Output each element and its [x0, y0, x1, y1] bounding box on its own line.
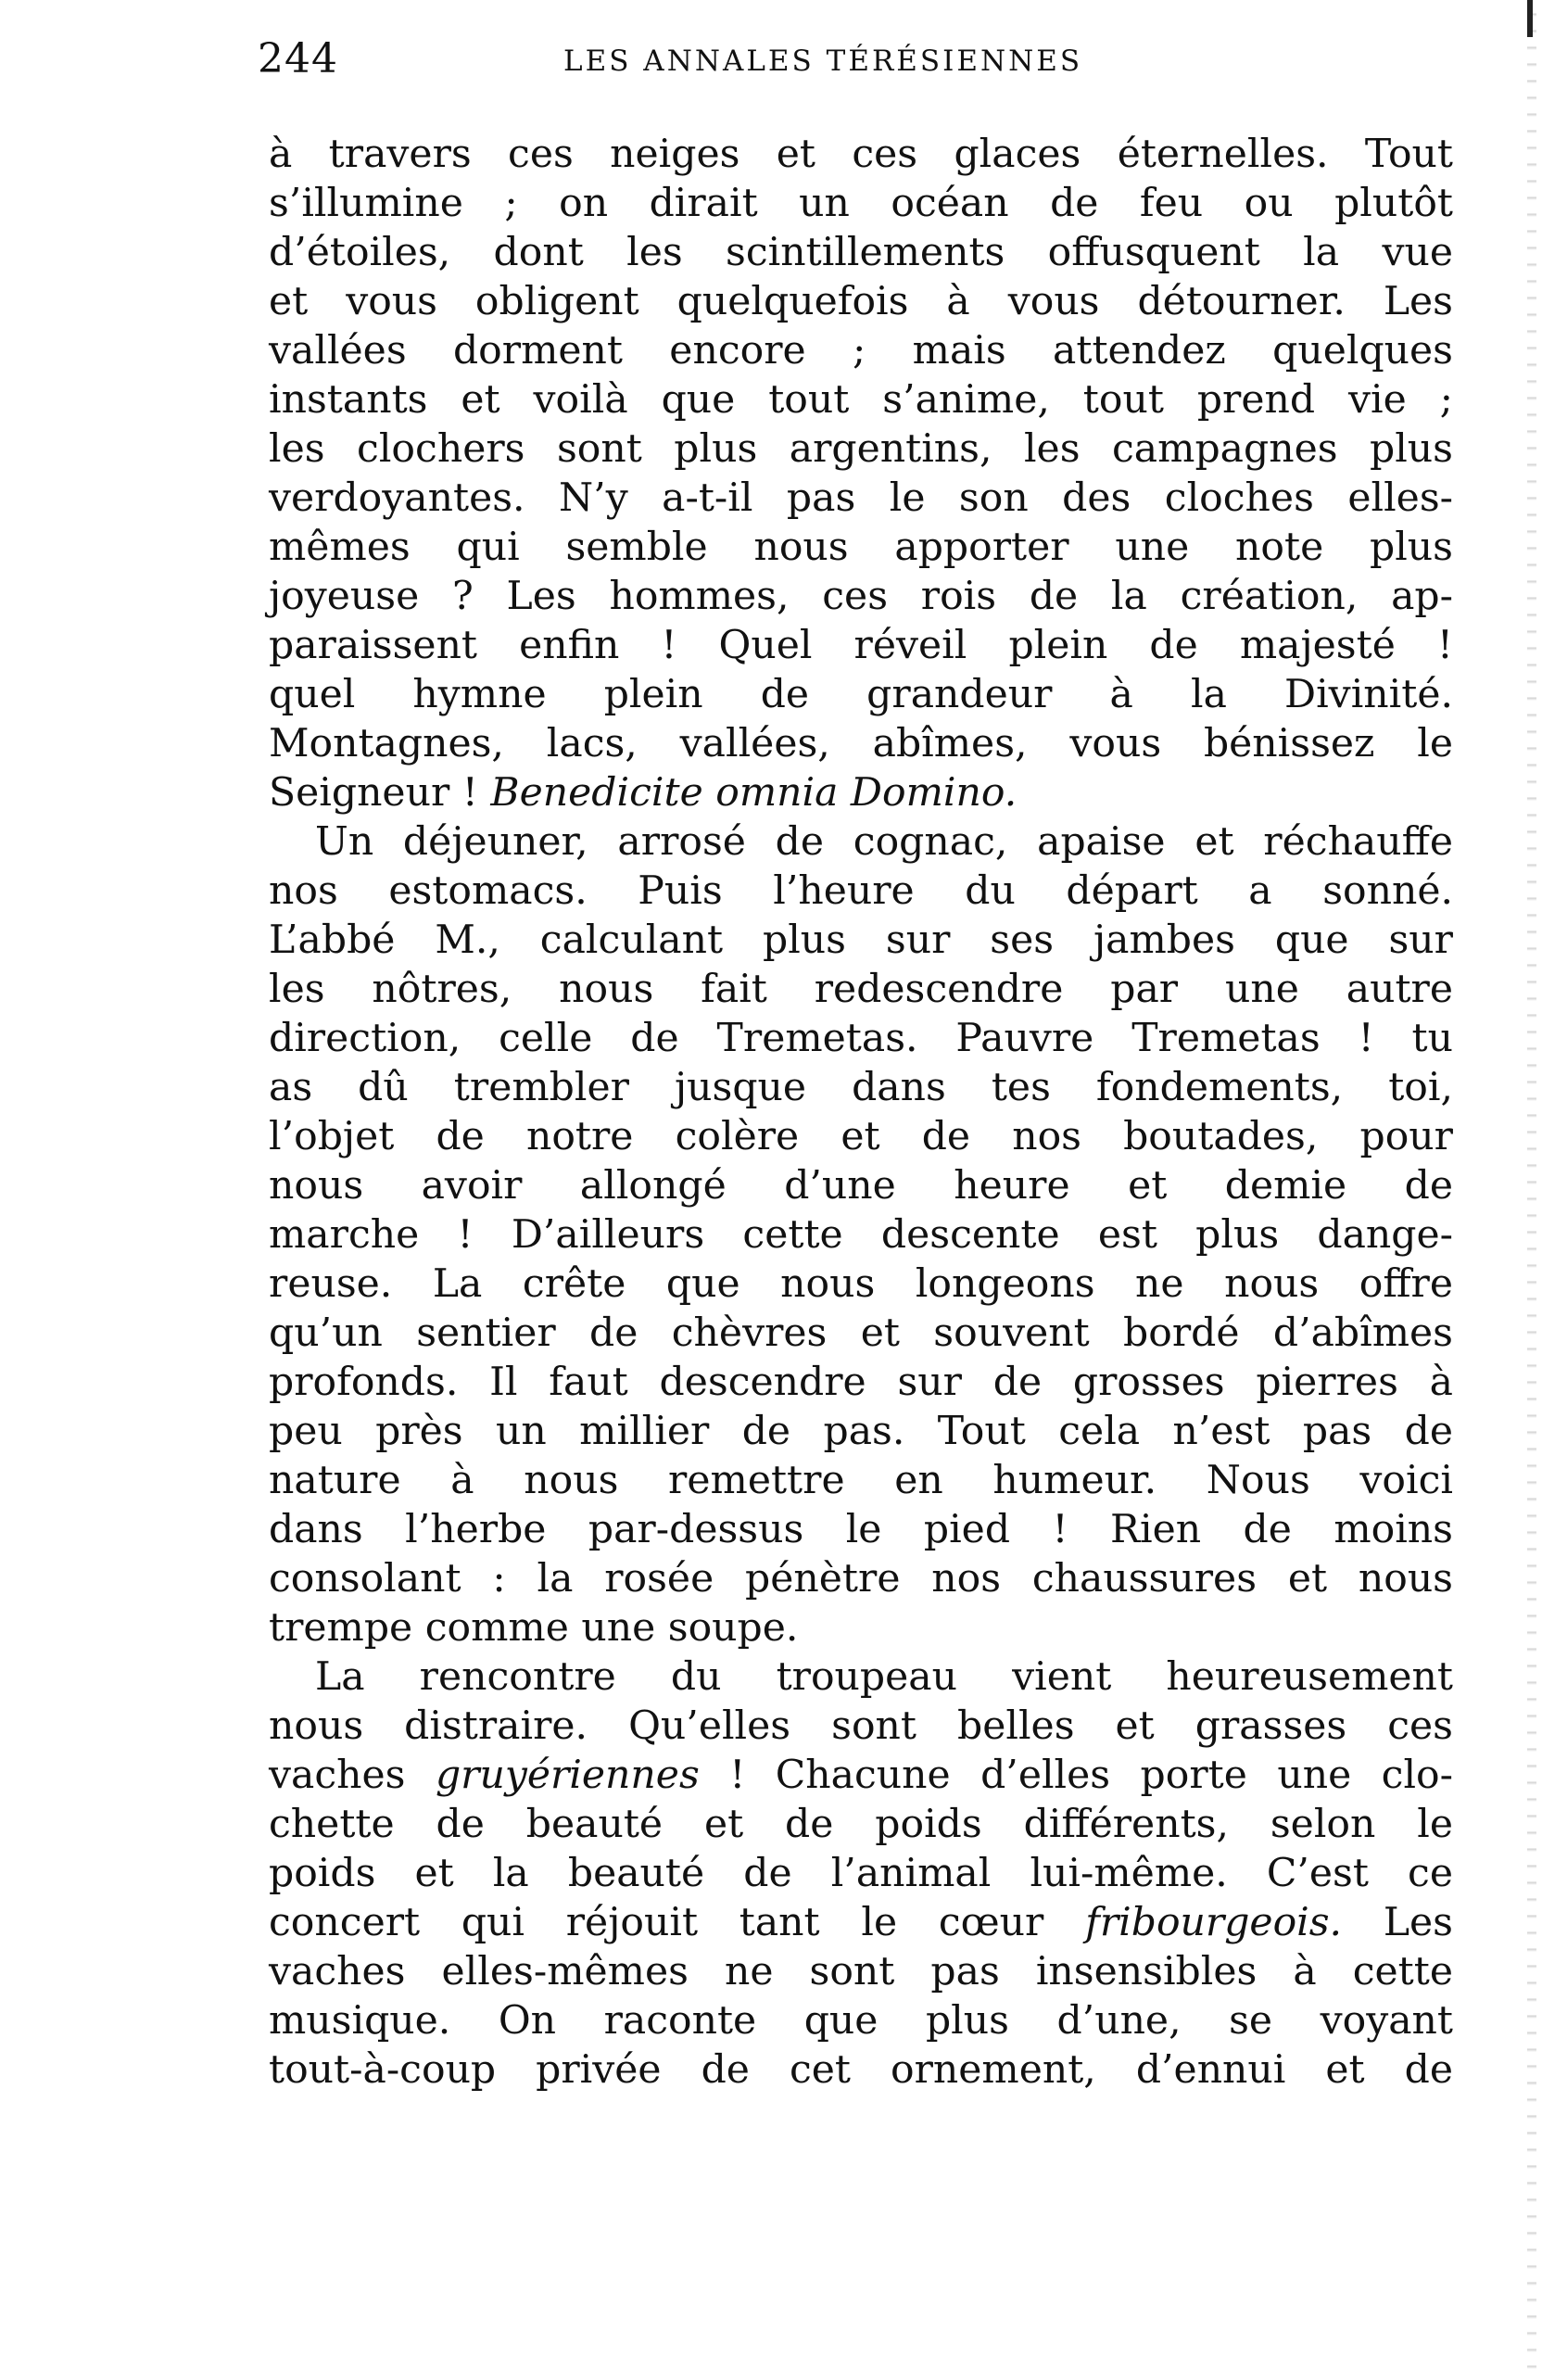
- text-line: trempe comme une soupe.: [269, 1605, 799, 1651]
- text-line: paraissent enfin ! Quel réveil plein de majesté !: [269, 623, 1453, 668]
- text-line: à travers ces neiges et ces glaces éternelles. Tout: [269, 132, 1453, 177]
- paragraph-start-line: Un déjeuner, arrosé de cognac, apaise et réchauffe: [315, 819, 1453, 865]
- text-line: [269, 1751, 1453, 1800]
- latin-quote: Benedicite omnia Domino.: [490, 770, 1017, 816]
- scan-edge-artifact: [1527, 0, 1536, 2380]
- text-line: tout-à-coup privée de cet ornement, d’ennui et de: [269, 2047, 1453, 2093]
- running-title: LES ANNALES TÉRÉSIENNES: [563, 44, 1083, 78]
- text-line: mêmes qui semble nous apporter une note plus: [269, 525, 1453, 570]
- text-line: nature à nous remettre en humeur. Nous voici: [269, 1458, 1453, 1503]
- scan-edge-mark: [1527, 0, 1533, 37]
- text-line: et vous obligent quelquefois à vous détourner. Les: [269, 279, 1453, 324]
- body-text: [269, 130, 1453, 2095]
- text-line: profonds. Il faut descendre sur de grosses pierres à: [269, 1360, 1453, 1405]
- text-line: Montagnes, lacs, vallées, abîmes, vous bénissez le: [269, 721, 1453, 766]
- text-run: ! Chacune d’elles porte une clo-: [729, 1753, 1454, 1798]
- text-line: L’abbé M., calculant plus sur ses jambes que sur: [269, 918, 1453, 963]
- text-line: nos estomacs. Puis l’heure du départ a sonné.: [269, 868, 1453, 914]
- text-line: quel hymne plein de grandeur à la Divinité.: [269, 672, 1453, 717]
- text-line: instants et voilà que tout s’anime, tout prend vie ;: [269, 377, 1453, 423]
- text-line: joyeuse ? Les hommes, ces rois de la création, ap-: [269, 574, 1453, 619]
- text-line: chette de beauté et de poids différents, selon le: [269, 1802, 1453, 1847]
- text-line: l’objet de notre colère et de nos boutades, pour: [269, 1114, 1453, 1159]
- text-line: reuse. La crête que nous longeons ne nous offre: [269, 1261, 1453, 1307]
- text-line: peu près un millier de pas. Tout cela n’est pas de: [269, 1409, 1453, 1454]
- text-line: direction, celle de Tremetas. Pauvre Tremetas ! tu: [269, 1016, 1453, 1061]
- text-line: nous avoir allongé d’une heure et demie de: [269, 1163, 1453, 1209]
- text-line: musique. On raconte que plus d’une, se voyant: [269, 1998, 1453, 2044]
- page-header: [258, 35, 1462, 91]
- text-line: qu’un sentier de chèvres et souvent bordé d’abîmes: [269, 1310, 1453, 1356]
- text-line: les nôtres, nous fait redescendre par une autre: [269, 967, 1453, 1012]
- text-line: les clochers sont plus argentins, les campagnes plus: [269, 426, 1453, 472]
- text-line: [269, 768, 1453, 817]
- text-run: vaches: [269, 1753, 406, 1798]
- text-line: s’illumine ; on dirait un océan de feu ou plutôt: [269, 181, 1453, 226]
- italic-word: fribourgeois.: [1085, 1900, 1343, 1945]
- text-line: vallées dorment encore ; mais attendez quelques: [269, 328, 1453, 373]
- text-run: Les: [1383, 1900, 1453, 1945]
- text-line: marche ! D’ailleurs cette descente est plus dange-: [269, 1212, 1453, 1258]
- text-line: verdoyantes. N’y a-t-il pas le son des cloches elles-: [269, 475, 1453, 521]
- italic-word: gruyériennes: [435, 1753, 700, 1798]
- text-run: Seigneur !: [269, 770, 478, 816]
- text-line: consolant : la rosée pénètre nos chaussures et nous: [269, 1556, 1453, 1601]
- text-line: dans l’herbe par-dessus le pied ! Rien de moins: [269, 1507, 1453, 1552]
- paragraph-start-line: La rencontre du troupeau vient heureusement: [315, 1654, 1453, 1700]
- page-number: 244: [258, 35, 338, 82]
- text-run: concert qui réjouit tant le cœur: [269, 1900, 1044, 1945]
- text-line: d’étoiles, dont les scintillements offusquent la vue: [269, 230, 1453, 275]
- text-line: vaches elles-mêmes ne sont pas insensibles à cette: [269, 1949, 1453, 1994]
- text-line: [269, 1898, 1453, 1947]
- text-line: poids et la beauté de l’animal lui-même. C’est ce: [269, 1851, 1453, 1896]
- text-line: as dû trembler jusque dans tes fondements, toi,: [269, 1065, 1453, 1110]
- text-line: nous distraire. Qu’elles sont belles et grasses ces: [269, 1703, 1453, 1749]
